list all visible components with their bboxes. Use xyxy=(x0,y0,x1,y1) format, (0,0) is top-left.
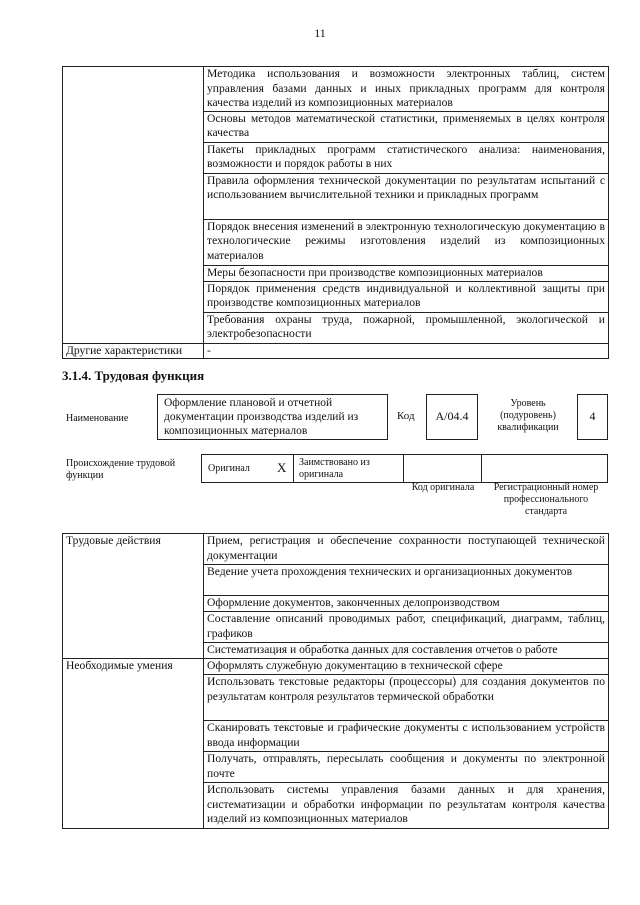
code-value: А/04.4 xyxy=(435,409,469,423)
row-label: Другие характеристики xyxy=(63,343,204,359)
table-row xyxy=(63,659,609,675)
level-value: 4 xyxy=(589,409,596,423)
table-cell: Порядок применения средств индивидуальной и коллективной защиты при производстве композиционных материалов xyxy=(204,281,609,312)
original-label: Оригинал xyxy=(208,463,250,474)
row-label: Необходимые умения xyxy=(63,659,204,829)
table-row xyxy=(63,67,609,112)
table-cell: Использовать текстовые редакторы (процессоры) для создания документов по результатам контроля результатов термической обработки xyxy=(204,675,609,721)
table-cell: Систематизация и обработка данных для составления отчетов о работе xyxy=(204,643,609,659)
table-cell: Оформление документов, законченных делопроизводством xyxy=(204,596,609,612)
reg-number-label: Регистрационный номер профессионального стандарта xyxy=(493,482,599,517)
table-cell: Оформлять служебную документацию в технической сфере xyxy=(204,659,609,675)
code-box xyxy=(426,394,478,440)
code-original-cell xyxy=(403,454,482,483)
table-cell: Требования охраны труда, пожарной, промышленной, экологической и электробезопасности xyxy=(204,312,609,343)
table-cell: Сканировать текстовые и графические документы с использованием устройств ввода информации xyxy=(204,721,609,752)
function-name: Оформление плановой и отчетной документации производства изделий из композиционных материалов xyxy=(164,397,359,437)
table-cell: Прием, регистрация и обеспечение сохранности поступающей технической документации xyxy=(204,534,609,565)
borrowed-cell xyxy=(293,454,404,483)
table-cell: Методика использования и возможности электронных таблиц, систем управления базами данных и иных прикладных программ для контроля качества изделий из композиционных материалов xyxy=(204,67,609,112)
table-cell: Пакеты прикладных программ статистического анализа: наименования, возможности и порядок работы в них xyxy=(204,142,609,173)
page-number: 11 xyxy=(314,26,326,40)
section-heading: 3.1.4. Трудовая функция xyxy=(62,368,205,383)
table-cell: Составление описаний проводимых работ, спецификаций, диаграмм, таблиц, графиков xyxy=(204,612,609,643)
level-box xyxy=(577,394,608,440)
table-cell: - xyxy=(204,343,609,359)
reg-number-cell xyxy=(481,454,608,483)
borrowed-label: Заимствовано из оригинала xyxy=(299,457,370,480)
code-original-label: Код оригинала xyxy=(411,482,475,493)
table-cell: Ведение учета прохождения технических и организационных документов xyxy=(204,565,609,596)
code-label: Код xyxy=(397,410,415,422)
original-mark: X xyxy=(277,460,287,475)
table-cell: Правила оформления технической документации по результатам испытаний с использованием вычислительной техники и прикладных программ xyxy=(204,173,609,219)
level-label: Уровень (подуровень) квалификации xyxy=(497,398,559,433)
row-label: Трудовые действия xyxy=(63,534,204,659)
table-cell: Порядок внесения изменений в электронную технологическую документацию в технологические режимы изготовления изделий из композиционных материалов xyxy=(204,219,609,265)
function-name-box xyxy=(157,394,388,440)
table-cell: Основы методов математической статистики, применяемых в целях контроля качества xyxy=(204,111,609,142)
name-label: Наименование xyxy=(66,413,129,424)
table-cell: Использовать системы управления базами данных и для хранения, систематизации и обработки информации по результатам контроля качества изделий из композиционных материалов xyxy=(204,783,609,829)
knowledge-table xyxy=(62,66,609,359)
original-cell xyxy=(201,454,294,483)
table-row xyxy=(63,534,609,565)
table-cell: Меры безопасности при производстве композиционных материалов xyxy=(204,265,609,281)
origin-label: Происхождение трудовой функции xyxy=(66,458,176,481)
table-cell: Получать, отправлять, пересылать сообщения и документы по электронной почте xyxy=(204,752,609,783)
table-row xyxy=(63,343,609,359)
labor-actions-table xyxy=(62,533,609,829)
